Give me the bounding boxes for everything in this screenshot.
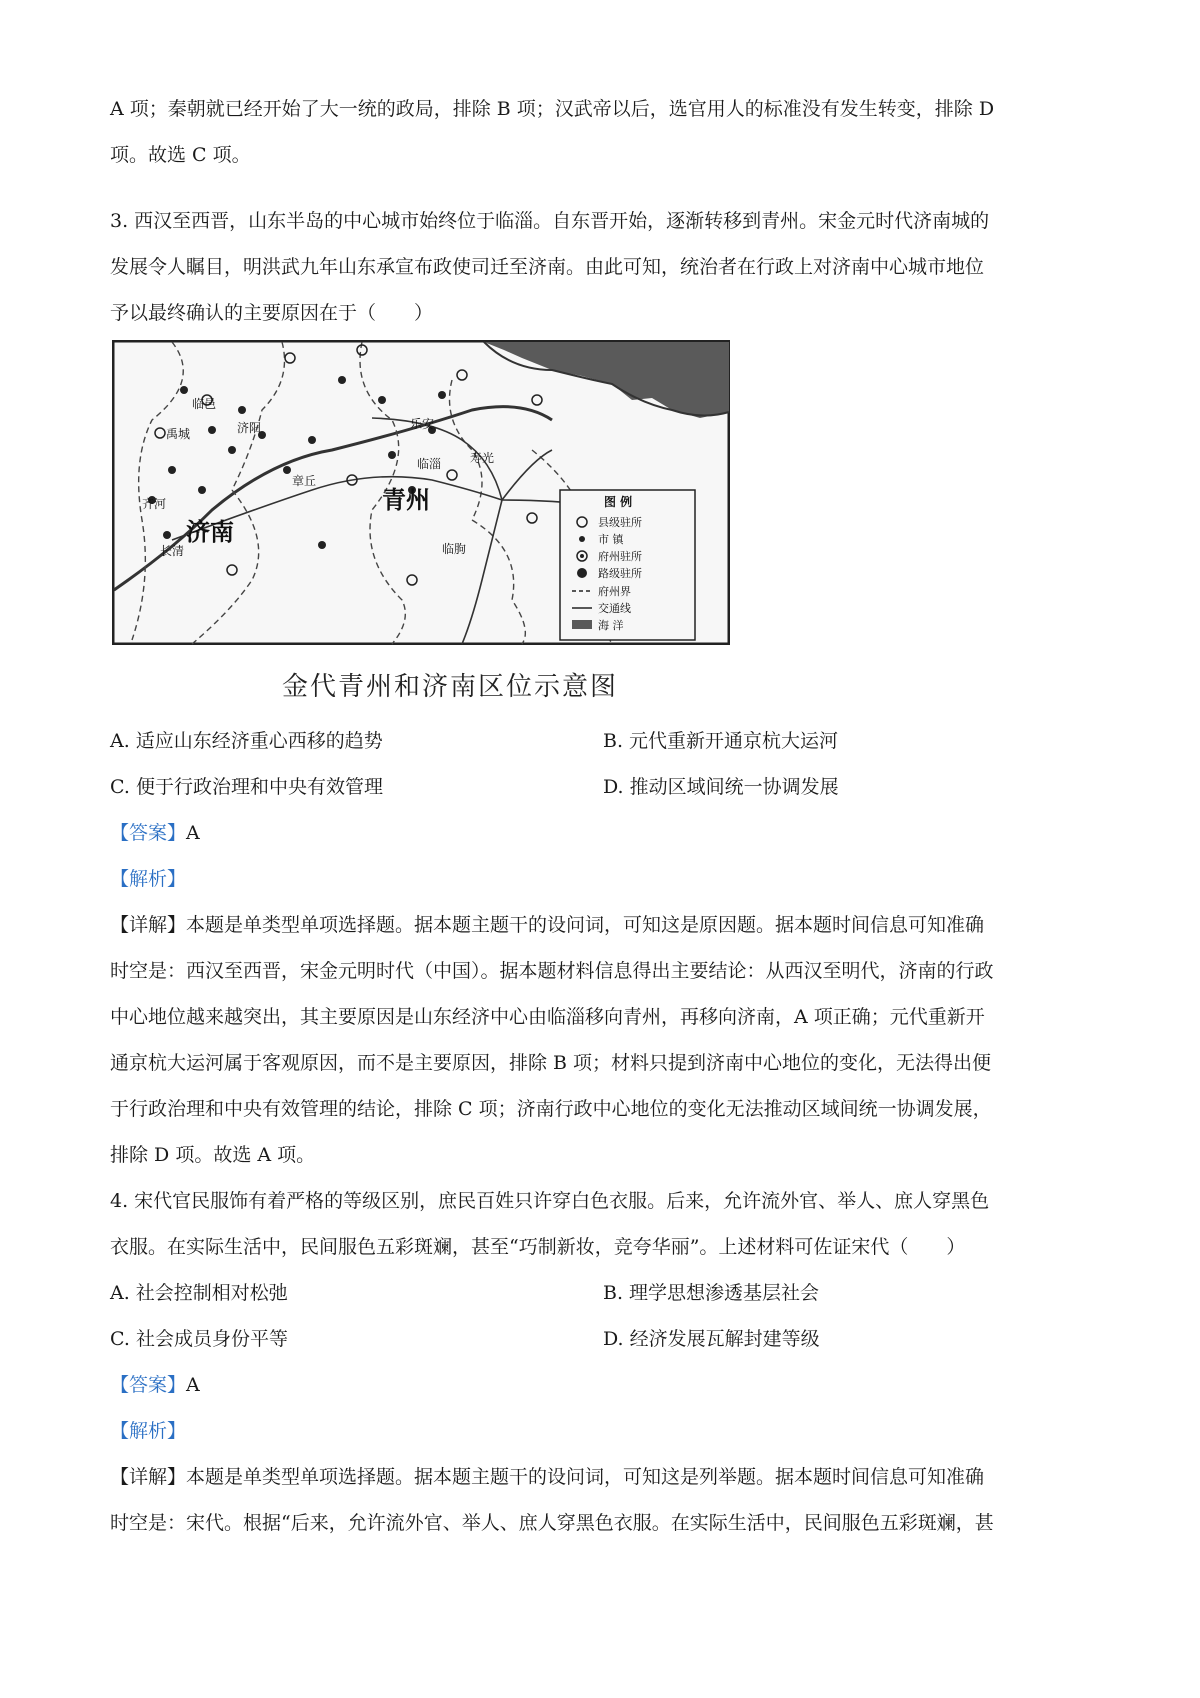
- question-3-stem: [110, 198, 1100, 336]
- q4-option-b[interactable]: B. 理学思想渗透基层社会: [603, 1282, 820, 1304]
- q4-stem-line: 衣服。在实际生活中，民间服色五彩斑斓，甚至“巧制新妆，竞夸华丽”。上述材料可佐证宋代（ ）: [110, 1236, 966, 1258]
- historical-map: [112, 340, 730, 645]
- map-drawing: [112, 340, 730, 645]
- map-label-linzi: 临淄: [417, 457, 442, 471]
- svg-text:交通线: 交通线: [598, 602, 631, 615]
- q4-answer: [110, 1362, 200, 1408]
- q3-detail-line: 时空是：西汉至西晋，宋金元明时代（中国）。据本题材料信息得出主要结论：从西汉至明代，济南的行政: [110, 960, 994, 982]
- map-label-qihe: 齐河: [142, 497, 167, 511]
- intro-paragraph: [110, 86, 1100, 178]
- map-label-changqing: 长清: [160, 544, 185, 558]
- q3-detail-line: 于行政治理和中央有效管理的结论，排除 C 项；济南行政中心地位的变化无法推动区域间统一协调发展，: [110, 1098, 992, 1120]
- q4-option-c[interactable]: C. 社会成员身份平等: [110, 1328, 288, 1350]
- svg-text:市 镇: 市 镇: [598, 533, 624, 546]
- answer-label: 【答案】: [110, 1374, 187, 1396]
- question-4-stem: [110, 1178, 1100, 1270]
- analysis-label: 【解析】: [110, 1420, 187, 1442]
- map-caption: 金代青州和济南区位示意图: [282, 672, 619, 702]
- map-label-linqu: 临朐: [442, 542, 467, 556]
- q3-analysis-heading: [110, 856, 186, 902]
- q4-detail: [110, 1454, 1100, 1546]
- detail-label: 【详解】: [110, 914, 187, 936]
- q4-detail-line: 时空是：宋代。根据“后来，允许流外官、举人、庶人穿黑色衣服。在实际生活中，民间服色五彩斑斓，甚: [110, 1512, 994, 1534]
- detail-label: 【详解】: [110, 1466, 187, 1488]
- map-label-lean: 乐安: [410, 417, 435, 431]
- q4-detail-line: 【详解】本题是单类型单项选择题。据本题主题干的设问词，可知这是列举题。据本题时间信息可知准确: [110, 1466, 985, 1488]
- map-label-zhangqiu: 章丘: [292, 474, 317, 488]
- analysis-label: 【解析】: [110, 868, 187, 890]
- q3-detail: [110, 902, 1100, 1178]
- q3-detail-line: 【详解】本题是单类型单项选择题。据本题主题干的设问词，可知这是原因题。据本题时间信息可知准确: [110, 914, 985, 936]
- q4-option-a[interactable]: A. 社会控制相对松弛: [110, 1282, 288, 1304]
- q3-stem-line: 予以最终确认的主要原因在于（ ）: [110, 302, 434, 324]
- map-legend: [560, 490, 695, 640]
- svg-text:府州界: 府州界: [598, 585, 631, 598]
- q4-option-d[interactable]: D. 经济发展瓦解封建等级: [603, 1328, 820, 1350]
- svg-text:府州驻所: 府州驻所: [598, 550, 642, 563]
- intro-line: A 项；秦朝就已经开始了大一统的政局，排除 B 项；汉武帝以后，选官用人的标准没有发生转变，排除 D: [110, 98, 995, 120]
- q3-option-a[interactable]: A. 适应山东经济重心西移的趋势: [110, 730, 383, 752]
- q3-stem-line: 3. 西汉至西晋，山东半岛的中心城市始终位于临淄。自东晋开始，逐渐转移到青州。宋金元时代济南城的: [110, 210, 990, 232]
- svg-text:县级驻所: 县级驻所: [598, 516, 642, 529]
- svg-text:海 洋: 海 洋: [598, 619, 624, 632]
- answer-value: A: [186, 822, 200, 844]
- intro-line: 项。故选 C 项。: [110, 144, 251, 166]
- map-label-jiyang: 济阳: [237, 421, 262, 435]
- q4-stem-line: 4. 宋代官民服饰有着严格的等级区别，庶民百姓只许穿白色衣服。后来，允许流外官、举人、庶人穿黑色: [110, 1190, 990, 1212]
- svg-text:路级驻所: 路级驻所: [598, 567, 642, 580]
- q3-option-c[interactable]: C. 便于行政治理和中央有效管理: [110, 776, 383, 798]
- q3-detail-line: 排除 D 项。故选 A 项。: [110, 1144, 316, 1166]
- legend-title: 图 例: [604, 495, 633, 509]
- map-label-jinan: 济南: [186, 517, 234, 546]
- q4-analysis-heading: [110, 1408, 186, 1454]
- q3-option-b[interactable]: B. 元代重新开通京杭大运河: [603, 730, 839, 752]
- map-label-shouguang: 寿光: [470, 451, 495, 465]
- map-label-linyi: 临邑: [192, 397, 217, 411]
- map-label-yucheng: 禹城: [166, 427, 191, 441]
- map-label-qingzhou: 青州: [382, 485, 430, 514]
- q3-answer: [110, 810, 200, 856]
- q3-option-d[interactable]: D. 推动区域间统一协调发展: [603, 776, 839, 798]
- q3-detail-line: 中心地位越来越突出，其主要原因是山东经济中心由临淄移向青州，再移向济南，A 项正确；元代重新开: [110, 1006, 985, 1028]
- answer-label: 【答案】: [110, 822, 187, 844]
- q3-detail-line: 通京杭大运河属于客观原因，而不是主要原因，排除 B 项；材料只提到济南中心地位的变化，无法得出便: [110, 1052, 992, 1074]
- answer-value: A: [186, 1374, 200, 1396]
- q3-stem-line: 发展令人瞩目，明洪武九年山东承宣布政使司迁至济南。由此可知，统治者在行政上对济南中心城市地位: [110, 256, 985, 278]
